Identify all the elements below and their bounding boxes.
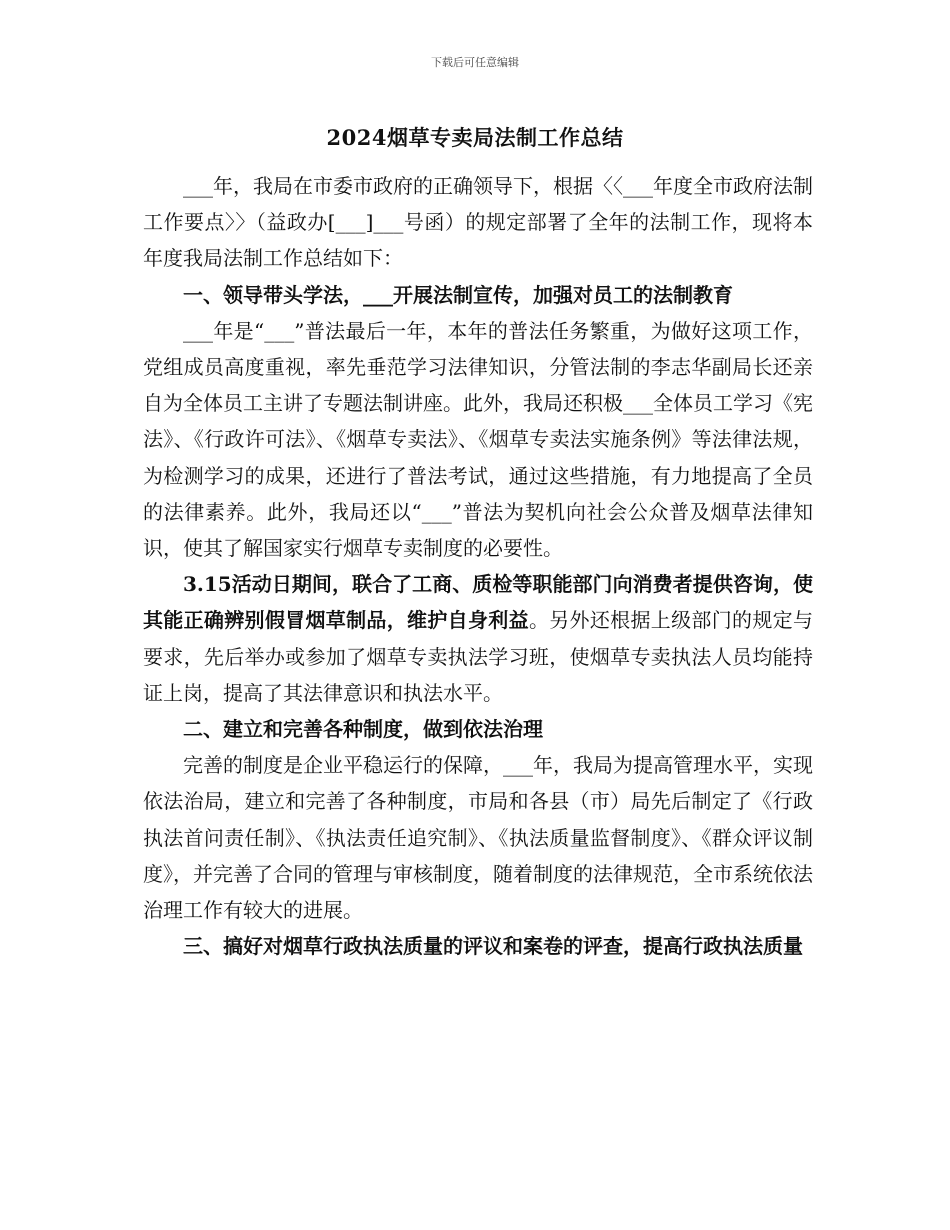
consumer-day-highlight: 3.15活动日期间，联合了工商、质检等职能部门向消费者提供咨询，使其能正确辨别假冒烟草制品，维护自身利益 — [143, 572, 813, 633]
section-heading-3: 三、搞好对烟草行政执法质量的评议和案卷的评查，提高行政执法质量 — [183, 934, 803, 959]
intro-paragraph: ___年，我局在市委市政府的正确领导下，根据〈〈___年度全市政府法制工作要点〉〉（益政办[___]___号函）的规定部署了全年的法制工作，现将本年度我局法制工作总结如下： — [143, 174, 813, 271]
header-note: 下载后可任意编辑 — [431, 56, 519, 69]
section-heading-2: 二、建立和完善各种制度，做到依法治理 — [183, 717, 543, 742]
consumer-day-paragraph — [143, 566, 813, 711]
document-title: 2024烟草专卖局法制工作总结 — [326, 125, 624, 150]
section-2-paragraph: 完善的制度是企业平稳运行的保障，___年，我局为提高管理水平，实现依法治局，建立和完善了各种制度，市局和各县（市）局先后制定了《行政执法首问责任制》、《执法责任追究制》、《执法质量监督制度》、《群众评议制度》，并完善了合同的管理与审核制度，随着制度的法律规范，全市系统依法治理工作有较大的进展。 — [143, 753, 813, 923]
section-heading-1: 一、领导带头学法，___开展法制宣传，加强对员工的法制教育 — [183, 282, 733, 307]
consumer-day-rest: 。另外还根据上级部门的规定与要求，先后举办或参加了烟草专卖执法学习班，使烟草专卖执法人员均能持证上岗，提高了其法律意识和执法水平。 — [143, 608, 813, 705]
document-body — [143, 168, 813, 964]
section-1-paragraph: ___年是“___”普法最后一年，本年的普法任务繁重，为做好这项工作，党组成员高度重视，率先垂范学习法律知识，分管法制的李志华副局长还亲自为全体员工主讲了专题法制讲座。此外，我局还积极___全体员工学习《宪法》、《行政许可法》、《烟草专卖法》、《烟草专卖法实施条例》等法律法规，为检测学习的成果，还进行了普法考试，通过这些措施，有力地提高了全员的法律素养。此外，我局还以“___”普法为契机向社会公众普及烟草法律知识，使其了解国家实行烟草专卖制度的必要性。 — [143, 318, 813, 561]
